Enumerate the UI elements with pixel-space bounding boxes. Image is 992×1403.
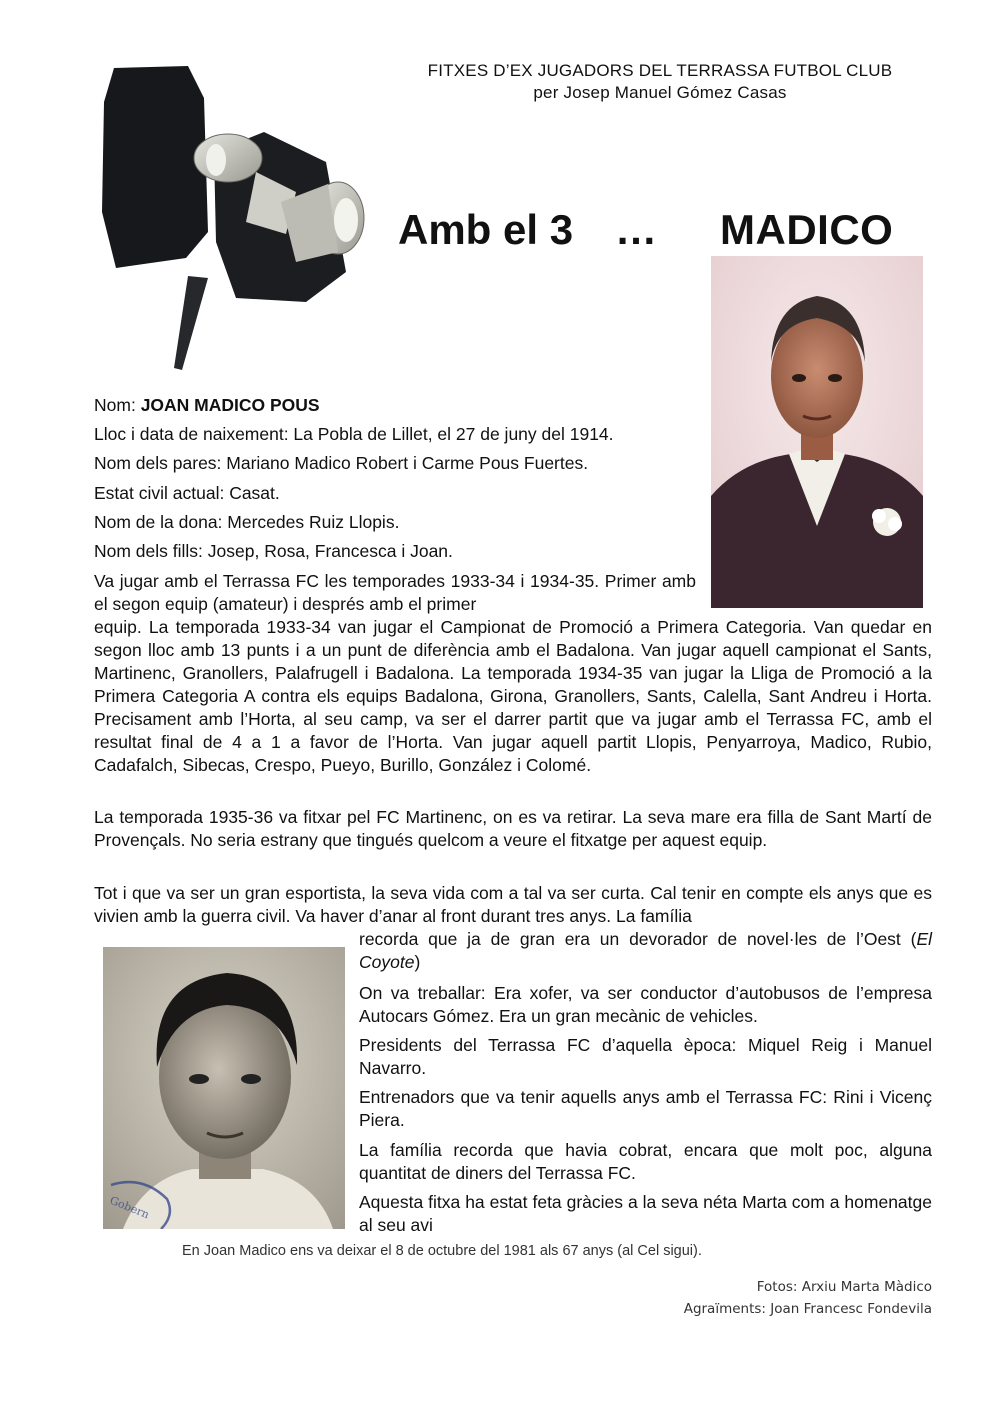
- fact-wife: Nom de la dona: Mercedes Ruiz Llopis.: [94, 512, 400, 532]
- novels-title: El Coyote: [359, 929, 932, 972]
- loudspeaker-illustration: [96, 62, 376, 374]
- paragraph-career-detail: equip. La temporada 1933-34 van jugar el Campionat de Promoció a Primera Categoria. Van quedar en segon lloc amb 13 punts i a un punt de diferència amb el Badalona. Van jugar aquell campionat el Sants, Martinenc, Granollers, Palafrugell i Badalona. La temporada 1934-35 van jugar la Lliga de Promoció a la Primera Categoria A contra els equips Badalona, Girona, Granollers, Sants, Calella, Sant Andreu i Horta. Precisament amb l’Horta, al seu camp, va ser el darrer partit que va jugar amb el Terrassa FC, amb el resultat final de 4 a 1 a favor de l’Horta. Van jugar aquell partit Llopis, Penyarroya, Madico, Rubio, Cadafalch, Sibecas, Crespo, Pueyo, Burillo, González i Colomé.: [94, 617, 932, 775]
- novels-text: recorda que ja de gran era un devorador de novel·les de l’Oest (: [359, 929, 917, 949]
- paragraph-acknowledgement: Aquesta fitxa ha estat feta gràcies a la seva néta Marta com a homenatge al seu avi: [359, 1192, 932, 1235]
- title-player-name: MADICO: [720, 206, 894, 253]
- paragraph-coaches: Entrenadors que va tenir aquells anys amb el Terrassa FC: Rini i Vicenç Piera.: [359, 1087, 932, 1130]
- paragraph-life: Tot i que va ser un gran esportista, la seva vida com a tal va ser curta. Cal tenir en compte els anys que es vivien amb la guerra civil. Va haver d’anar al front durant tres anys. La família: [94, 883, 932, 926]
- fact-name: [94, 394, 320, 416]
- novels-end: ): [414, 952, 421, 972]
- paragraph-novels: [359, 928, 932, 974]
- thanks-credits: Agraïments: Joan Francesc Fondevila: [683, 1301, 932, 1317]
- fact-name-label: Nom:: [94, 395, 141, 415]
- paragraph-career-intro: Va jugar amb el Terrassa FC les temporades 1933-34 i 1934-35. Primer amb el segon equip (amateur) i després amb el primer: [94, 571, 696, 614]
- fact-name-value: JOAN MADICO POUS: [140, 395, 320, 415]
- portrait-photo-color: [711, 256, 923, 608]
- memorial-caption: En Joan Madico ens va deixar el 8 de octubre del 1981 als 67 anys (al Cel sigui).: [182, 1243, 702, 1259]
- fact-children: Nom dels fills: Josep, Rosa, Francesca i Joan.: [94, 541, 453, 561]
- paragraph-payment: La família recorda que havia cobrat, encara que molt poc, alguna quantitat de diners del Terrassa FC.: [359, 1140, 932, 1183]
- title-number: Amb el 3: [398, 206, 574, 253]
- document-header: [360, 60, 960, 104]
- fact-parents: Nom dels pares: Mariano Madico Robert i Carme Pous Fuertes.: [94, 453, 589, 473]
- photo-credits: Fotos: Arxiu Marta Màdico: [756, 1279, 932, 1295]
- header-author: per Josep Manuel Gómez Casas: [533, 83, 787, 102]
- stamp-text: Gobern: [107, 1193, 152, 1222]
- fact-civil-status: Estat civil actual: Casat.: [94, 483, 280, 503]
- paragraph-presidents: Presidents del Terrassa FC d’aquella època: Miquel Reig i Manuel Navarro.: [359, 1035, 932, 1078]
- portrait-photo-bw: [103, 947, 345, 1229]
- paragraph-work: On va treballar: Era xofer, va ser conductor d’autobusos de l’empresa Autocars Gómez. Era un gran mecànic de vehicles.: [359, 983, 932, 1026]
- fact-birth: Lloc i data de naixement: La Pobla de Lillet, el 27 de juny del 1914.: [94, 424, 614, 444]
- paragraph-martinenc: La temporada 1935-36 va fitxar pel FC Martinenc, on es va retirar. La seva mare era filla de Sant Martí de Provençals. No seria estrany que tingués quelcom a veure el fitxatge per aquest equip.: [94, 807, 932, 850]
- header-title: FITXES D’EX JUGADORS DEL TERRASSA FUTBOL CLUB: [427, 61, 893, 80]
- title-ellipsis: …: [615, 206, 657, 253]
